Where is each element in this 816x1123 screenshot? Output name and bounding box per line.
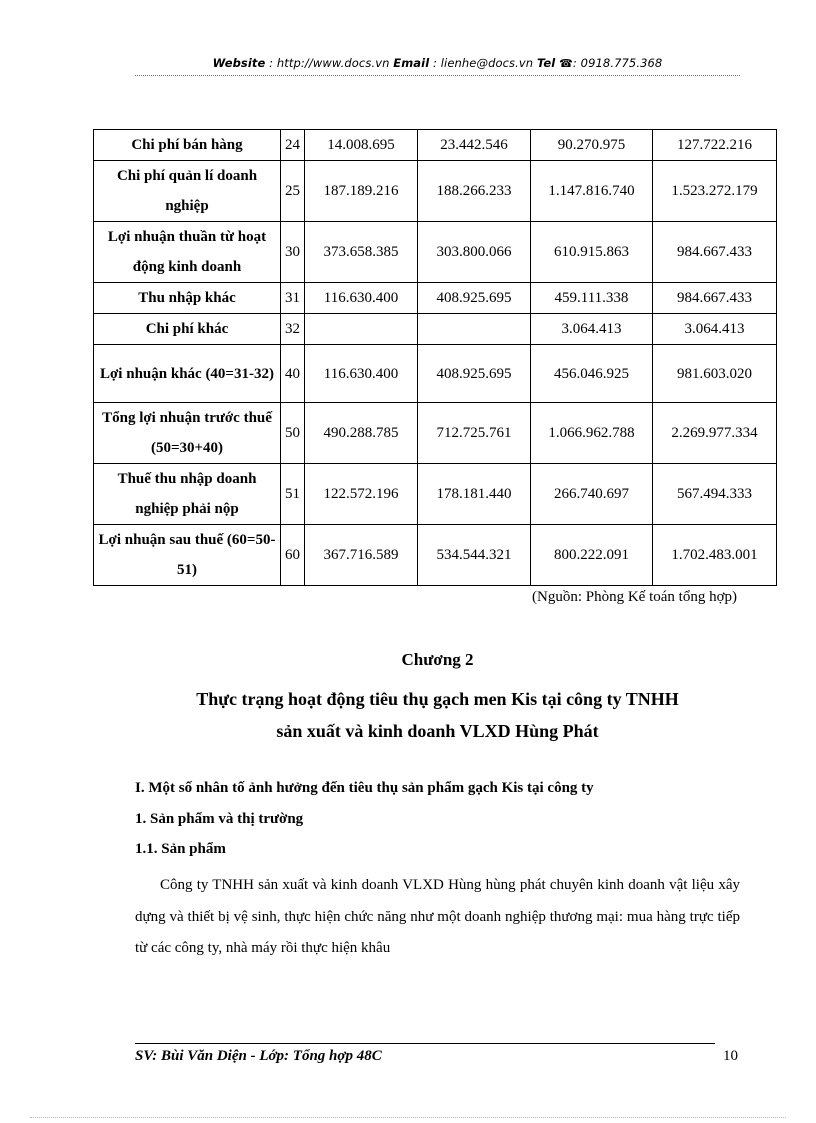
chapter-title-line-1: Thực trạng hoạt động tiêu thụ gạch men Kis tại công ty TNHH — [196, 689, 679, 709]
row-label: Thu nhập khác — [94, 283, 281, 314]
value-cell — [418, 314, 531, 345]
financial-table — [93, 129, 777, 586]
value-cell: 373.658.385 — [305, 222, 418, 283]
value-cell: 408.925.695 — [418, 345, 531, 403]
value-cell: 610.915.863 — [531, 222, 653, 283]
value-cell: 981.603.020 — [653, 345, 777, 403]
tel-separator: : — [572, 56, 581, 70]
footer-divider — [135, 1043, 715, 1044]
table-row — [94, 464, 777, 525]
value-cell: 408.925.695 — [418, 283, 531, 314]
value-cell: 127.722.216 — [653, 130, 777, 161]
website-label: Website — [212, 56, 266, 70]
email-address: lienhe@docs.vn — [440, 56, 534, 70]
value-cell: 116.630.400 — [305, 283, 418, 314]
row-code: 50 — [281, 403, 305, 464]
value-cell: 116.630.400 — [305, 345, 418, 403]
row-code: 25 — [281, 161, 305, 222]
row-label: Chi phí quản lí doanh nghiệp — [94, 161, 281, 222]
table-row — [94, 222, 777, 283]
value-cell: 188.266.233 — [418, 161, 531, 222]
row-code: 31 — [281, 283, 305, 314]
value-cell: 1.066.962.788 — [531, 403, 653, 464]
value-cell: 2.269.977.334 — [653, 403, 777, 464]
row-code: 32 — [281, 314, 305, 345]
row-code: 60 — [281, 525, 305, 586]
table-row — [94, 161, 777, 222]
body-paragraph: Công ty TNHH sản xuất và kinh doanh VLXD Hùng hùng phát chuyên kinh doanh vật liệu xây dựng và thiết bị vệ sinh, thực hiện chức năng như một doanh nghiệp thương mại: mua hàng trực tiếp từ các công ty, nhà máy rồi thực hiện khâu — [135, 877, 740, 956]
value-cell: 456.046.925 — [531, 345, 653, 403]
page-number: 10 — [723, 1048, 738, 1064]
section-heading-1-1-1: 1.1. Sản phẩm — [135, 841, 226, 857]
email-label: Email — [393, 56, 430, 70]
website-separator: : — [265, 56, 277, 70]
value-cell: 490.288.785 — [305, 403, 418, 464]
row-label: Chi phí khác — [94, 314, 281, 345]
row-code: 51 — [281, 464, 305, 525]
value-cell: 3.064.413 — [653, 314, 777, 345]
footer-author: SV: Bùi Văn Diện - Lớp: Tổng hợp 48C — [135, 1048, 382, 1064]
value-cell: 800.222.091 — [531, 525, 653, 586]
value-cell: 367.716.589 — [305, 525, 418, 586]
row-label: Lợi nhuận sau thuế (60=50-51) — [94, 525, 281, 586]
chapter-heading: Chương 2 — [401, 650, 474, 669]
value-cell: 178.181.440 — [418, 464, 531, 525]
section-heading-1: I. Một số nhân tố ảnh hưởng đến tiêu thụ sản phẩm gạch Kis tại công ty — [135, 780, 594, 796]
value-cell: 14.008.695 — [305, 130, 418, 161]
value-cell: 1.702.483.001 — [653, 525, 777, 586]
value-cell: 122.572.196 — [305, 464, 418, 525]
value-cell: 266.740.697 — [531, 464, 653, 525]
value-cell: 303.800.066 — [418, 222, 531, 283]
row-label: Chi phí bán hàng — [94, 130, 281, 161]
page-header — [135, 56, 740, 70]
chapter-title — [135, 683, 740, 747]
tel-number: 0918.775.368 — [580, 56, 663, 70]
financial-table-body — [94, 130, 777, 586]
value-cell: 187.189.216 — [305, 161, 418, 222]
row-label: Tổng lợi nhuận trước thuế (50=30+40) — [94, 403, 281, 464]
table-row — [94, 130, 777, 161]
table-row — [94, 403, 777, 464]
row-code: 40 — [281, 345, 305, 403]
row-code: 24 — [281, 130, 305, 161]
value-cell: 3.064.413 — [531, 314, 653, 345]
table-row — [94, 314, 777, 345]
chapter-title-line-2: sản xuất và kinh doanh VLXD Hùng Phát — [276, 721, 599, 741]
value-cell — [305, 314, 418, 345]
row-label: Lợi nhuận thuần từ hoạt động kinh doanh — [94, 222, 281, 283]
value-cell: 534.544.321 — [418, 525, 531, 586]
row-label: Thuế thu nhập doanh nghiệp phải nộp — [94, 464, 281, 525]
value-cell: 712.725.761 — [418, 403, 531, 464]
value-cell: 90.270.975 — [531, 130, 653, 161]
value-cell: 1.523.272.179 — [653, 161, 777, 222]
header-divider — [135, 75, 740, 76]
table-row — [94, 345, 777, 403]
section-heading-1-1: 1. Sản phẩm và thị trường — [135, 811, 304, 827]
row-label: Lợi nhuận khác (40=31-32) — [94, 345, 281, 403]
value-cell: 459.111.338 — [531, 283, 653, 314]
value-cell: 984.667.433 — [653, 222, 777, 283]
row-code: 30 — [281, 222, 305, 283]
value-cell: 984.667.433 — [653, 283, 777, 314]
website-url: http://www.docs.vn — [276, 56, 390, 70]
value-cell: 1.147.816.740 — [531, 161, 653, 222]
table-row — [94, 283, 777, 314]
phone-icon: ☎ — [559, 57, 573, 70]
tel-label: Tel — [536, 56, 556, 70]
source-note: (Nguồn: Phòng Kế toán tổng hợp) — [532, 589, 737, 605]
value-cell: 23.442.546 — [418, 130, 531, 161]
table-row — [94, 525, 777, 586]
page-bottom-divider — [30, 1117, 786, 1118]
value-cell: 567.494.333 — [653, 464, 777, 525]
email-separator: : — [429, 56, 441, 70]
